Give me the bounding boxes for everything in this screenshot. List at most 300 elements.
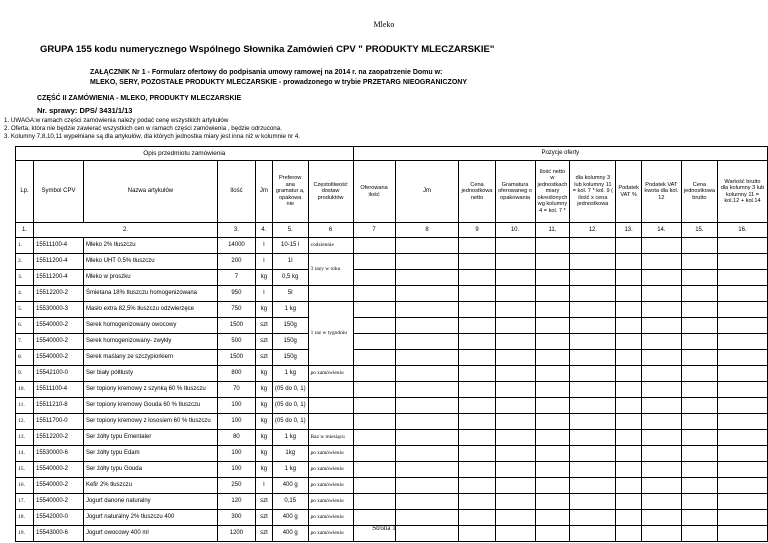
offer-cell[interactable] [395, 254, 459, 270]
offer-cell[interactable] [717, 398, 767, 414]
offer-cell[interactable] [353, 398, 395, 414]
offer-cell[interactable] [570, 286, 616, 302]
article-name: Serek homogenizowany owocowy [83, 318, 217, 334]
unit: kg [255, 462, 272, 478]
offer-cell[interactable] [535, 238, 570, 254]
offer-cell[interactable] [535, 398, 570, 414]
table-row [16, 430, 768, 446]
offer-cell[interactable] [353, 494, 395, 510]
offer-cell[interactable] [570, 238, 616, 254]
row-number: 4. [16, 286, 34, 302]
article-name: Jogurt owocowy 400 ml [83, 526, 217, 542]
row-number: 15. [16, 462, 34, 478]
offer-cell[interactable] [641, 270, 681, 286]
offer-cell[interactable] [535, 318, 570, 334]
offer-cell[interactable] [616, 382, 642, 398]
offer-cell[interactable] [353, 254, 395, 270]
offer-cell[interactable] [717, 350, 767, 366]
quantity: 80 [217, 430, 255, 446]
offer-cell[interactable] [459, 462, 495, 478]
offer-cell[interactable] [570, 302, 616, 318]
offer-cell[interactable] [616, 398, 642, 414]
offer-cell[interactable] [641, 430, 681, 446]
offer-cell[interactable] [459, 350, 495, 366]
cpv-code: 15542000-0 [33, 510, 83, 526]
offer-cell[interactable] [459, 238, 495, 254]
offer-cell[interactable] [459, 366, 495, 382]
preferred-packaging: 400 g [272, 478, 308, 494]
cpv-code: 15512200-2 [33, 430, 83, 446]
delivery-frequency: codziennie [308, 238, 353, 254]
col-number: 2. [33, 223, 217, 238]
column-number-row [16, 223, 768, 238]
preferred-packaging: 1 kg [272, 302, 308, 318]
row-number: 19. [16, 526, 34, 542]
offer-cell[interactable] [395, 302, 459, 318]
offer-cell[interactable] [681, 398, 717, 414]
offer-cell[interactable] [395, 286, 459, 302]
delivery-frequency: po zamówieniu [308, 494, 353, 510]
table-row [16, 286, 768, 302]
offer-cell[interactable] [495, 414, 535, 430]
offer-cell[interactable] [495, 350, 535, 366]
offer-cell[interactable] [395, 462, 459, 478]
offer-cell[interactable] [459, 494, 495, 510]
unit: szt [255, 334, 272, 350]
offer-cell[interactable] [353, 334, 395, 350]
note-1: 1. UWAGA:w ramach części zamówienia należy podać cenę wszystkich artykułów [4, 117, 229, 124]
article-name: Śmietana 18% tłuszczu homogenizowana [83, 286, 217, 302]
offer-cell[interactable] [459, 254, 495, 270]
offer-cell[interactable] [641, 366, 681, 382]
offer-cell[interactable] [495, 430, 535, 446]
offer-cell[interactable] [353, 286, 395, 302]
offer-cell[interactable] [616, 478, 642, 494]
unit: kg [255, 398, 272, 414]
row-number: 12. [16, 414, 34, 430]
table-row [16, 350, 768, 366]
delivery-frequency: po zamówieniu [308, 510, 353, 526]
col-number: 14. [641, 223, 681, 238]
unit: kg [255, 430, 272, 446]
offer-cell[interactable] [570, 462, 616, 478]
cpv-code: 15543000-6 [33, 526, 83, 542]
cpv-code: 15540000-2 [33, 334, 83, 350]
offer-cell[interactable] [495, 286, 535, 302]
offer-cell[interactable] [459, 382, 495, 398]
article-name: Ser żółty typu Edam [83, 446, 217, 462]
preferred-packaging: 5l [272, 286, 308, 302]
offer-cell[interactable] [495, 366, 535, 382]
header-offered-qty: Oferowana ilość [353, 161, 395, 223]
article-name: Mleko 2% tłuszczu [83, 238, 217, 254]
cpv-code: 15540000-2 [33, 318, 83, 334]
article-name: Ser żółty typu Gouda [83, 462, 217, 478]
offer-cell[interactable] [459, 398, 495, 414]
preferred-packaging: 1 kg [272, 462, 308, 478]
offer-cell[interactable] [570, 318, 616, 334]
header-offered-unit: Jm [395, 161, 459, 223]
offer-cell[interactable] [459, 270, 495, 286]
offer-cell[interactable] [717, 334, 767, 350]
col-number: 12. [570, 223, 616, 238]
unit: kg [255, 270, 272, 286]
quantity: 100 [217, 462, 255, 478]
col-number: 5. [272, 223, 308, 238]
offer-cell[interactable] [681, 478, 717, 494]
cpv-code: 15540000-2 [33, 494, 83, 510]
offer-cell[interactable] [681, 318, 717, 334]
offer-cell[interactable] [570, 494, 616, 510]
offer-cell[interactable] [717, 318, 767, 334]
cpv-code: 15511100-4 [33, 238, 83, 254]
header-net-qty: Ilość netto w jednostkach miary określonych wg kolumny 4 = kol. 7 * [535, 161, 570, 223]
quantity: 500 [217, 334, 255, 350]
quantity: 1500 [217, 350, 255, 366]
delivery-frequency: po zamówieniu [308, 366, 353, 382]
offer-cell[interactable] [495, 334, 535, 350]
offer-cell[interactable] [641, 318, 681, 334]
offer-cell[interactable] [570, 366, 616, 382]
table-row [16, 398, 768, 414]
col-number: 10. [495, 223, 535, 238]
article-name: Kefir 2% tłuszczu [83, 478, 217, 494]
offer-cell[interactable] [641, 398, 681, 414]
article-name: Ser topiony kremowy Gouda 60 % tłuszczu [83, 398, 217, 414]
preferred-packaging: 1 kg [272, 366, 308, 382]
unit: kg [255, 302, 272, 318]
offer-cell[interactable] [535, 414, 570, 430]
table-row [16, 366, 768, 382]
offer-cell[interactable] [681, 254, 717, 270]
offer-cell[interactable] [495, 446, 535, 462]
quantity: 7 [217, 270, 255, 286]
offer-cell[interactable] [717, 238, 767, 254]
offer-cell[interactable] [681, 494, 717, 510]
col-number: 11. [535, 223, 570, 238]
offer-cell[interactable] [495, 302, 535, 318]
offer-cell[interactable] [353, 238, 395, 254]
offer-cell[interactable] [535, 366, 570, 382]
header-gross-price: Cena jednostkowa brutto [681, 161, 717, 223]
header-lp: Lp. [16, 161, 34, 223]
offer-cell[interactable] [535, 494, 570, 510]
offer-cell[interactable] [681, 462, 717, 478]
article-name: Ser topiony kremowy z szynką 60 % tłuszczu [83, 382, 217, 398]
article-name: Mleko w proszku [83, 270, 217, 286]
offer-cell[interactable] [641, 414, 681, 430]
offer-cell[interactable] [395, 414, 459, 430]
offer-cell[interactable] [717, 462, 767, 478]
offer-cell[interactable] [395, 238, 459, 254]
offer-cell[interactable] [535, 462, 570, 478]
offer-cell[interactable] [353, 478, 395, 494]
offer-cell[interactable] [616, 270, 642, 286]
col-number: 9 [459, 223, 495, 238]
offer-cell[interactable] [717, 446, 767, 462]
quantity: 250 [217, 478, 255, 494]
offer-cell[interactable] [681, 334, 717, 350]
offer-cell[interactable] [459, 430, 495, 446]
offer-cell[interactable] [395, 270, 459, 286]
offer-cell[interactable] [495, 318, 535, 334]
header-col3-price: dla kolumny 3 lub kolumny 11 = kol. 7 * kol. 9 ( ilość x cena jednostkowa [570, 161, 616, 223]
offer-cell[interactable] [570, 254, 616, 270]
offer-cell[interactable] [681, 302, 717, 318]
unit: l [255, 478, 272, 494]
offer-cell[interactable] [395, 478, 459, 494]
offer-cell[interactable] [717, 382, 767, 398]
offer-cell[interactable] [353, 382, 395, 398]
group-title: GRUPA 155 kodu numerycznego Wspólnego Słownika Zamówień CPV " PRODUKTY MLECZARSKIE" [40, 44, 495, 55]
unit: szt [255, 494, 272, 510]
offer-cell[interactable] [495, 382, 535, 398]
offer-cell[interactable] [570, 270, 616, 286]
offer-cell[interactable] [535, 286, 570, 302]
cpv-code: 15511200-4 [33, 270, 83, 286]
offer-cell[interactable] [681, 414, 717, 430]
delivery-frequency [308, 414, 353, 430]
quantity: 120 [217, 494, 255, 510]
delivery-frequency: po zamówieniu [308, 526, 353, 542]
col-number: 3. [217, 223, 255, 238]
offer-cell[interactable] [717, 430, 767, 446]
article-name: Serek homogenizowany- zwykły [83, 334, 217, 350]
preferred-packaging: 400 g [272, 510, 308, 526]
offer-cell[interactable] [616, 334, 642, 350]
offer-cell[interactable] [395, 334, 459, 350]
offer-cell[interactable] [641, 286, 681, 302]
offer-cell[interactable] [353, 462, 395, 478]
offer-cell[interactable] [395, 430, 459, 446]
delivery-frequency [308, 382, 353, 398]
quantity: 800 [217, 366, 255, 382]
offer-cell[interactable] [535, 382, 570, 398]
offer-cell[interactable] [616, 238, 642, 254]
cpv-code: 15542100-0 [33, 366, 83, 382]
unit: szt [255, 526, 272, 542]
table-row [16, 302, 768, 318]
col-number: 7 [353, 223, 395, 238]
offer-cell[interactable] [495, 398, 535, 414]
offer-cell[interactable] [495, 478, 535, 494]
offer-cell[interactable] [681, 238, 717, 254]
offer-cell[interactable] [535, 478, 570, 494]
offer-cell[interactable] [395, 494, 459, 510]
offer-cell[interactable] [459, 286, 495, 302]
quantity: 70 [217, 382, 255, 398]
offer-cell[interactable] [616, 462, 642, 478]
row-number: 6. [16, 318, 34, 334]
offer-cell[interactable] [495, 238, 535, 254]
offer-cell[interactable] [681, 350, 717, 366]
offer-cell[interactable] [353, 302, 395, 318]
header-net-price: Cena jednostkowa netto [459, 161, 495, 223]
offer-cell[interactable] [535, 446, 570, 462]
row-number: 17. [16, 494, 34, 510]
quantity: 100 [217, 414, 255, 430]
unit: l [255, 254, 272, 270]
offer-cell[interactable] [395, 382, 459, 398]
unit: l [255, 286, 272, 302]
offer-cell[interactable] [681, 382, 717, 398]
delivery-frequency: po zamówieniu [308, 446, 353, 462]
quantity: 100 [217, 446, 255, 462]
unit: szt [255, 510, 272, 526]
offer-cell[interactable] [495, 462, 535, 478]
col-number: 15. [681, 223, 717, 238]
header-offered-weight: Gramatura oferowaneg o opakowania [495, 161, 535, 223]
cpv-code: 15540000-2 [33, 350, 83, 366]
row-number: 18. [16, 510, 34, 526]
offer-cell[interactable] [535, 350, 570, 366]
offer-cell[interactable] [495, 254, 535, 270]
table-row [16, 446, 768, 462]
offer-cell[interactable] [570, 446, 616, 462]
offer-cell[interactable] [616, 286, 642, 302]
col-number: 8 [395, 223, 459, 238]
offer-cell[interactable] [535, 254, 570, 270]
offer-cell[interactable] [570, 430, 616, 446]
offer-cell[interactable] [681, 270, 717, 286]
offer-cell[interactable] [495, 494, 535, 510]
offer-cell[interactable] [616, 414, 642, 430]
offer-cell[interactable] [570, 350, 616, 366]
cpv-code: 15511700-0 [33, 414, 83, 430]
offer-cell[interactable] [459, 302, 495, 318]
offer-cell[interactable] [535, 302, 570, 318]
offer-cell[interactable] [717, 270, 767, 286]
article-name: Jogurt naturalny 2% tłuszczu 400 [83, 510, 217, 526]
offer-cell[interactable] [395, 446, 459, 462]
article-name: Serek maślany ze szczypiorkiem [83, 350, 217, 366]
offer-cell[interactable] [570, 382, 616, 398]
offer-cell[interactable] [681, 446, 717, 462]
offer-cell[interactable] [459, 478, 495, 494]
offer-cell[interactable] [535, 334, 570, 350]
delivery-frequency [308, 398, 353, 414]
offer-cell[interactable] [353, 270, 395, 286]
offer-cell[interactable] [353, 430, 395, 446]
offer-cell[interactable] [616, 494, 642, 510]
preferred-packaging: 150g [272, 350, 308, 366]
offer-cell[interactable] [570, 414, 616, 430]
offer-cell[interactable] [616, 350, 642, 366]
offer-cell[interactable] [535, 430, 570, 446]
table-row [16, 270, 768, 286]
delivery-frequency: 1 raz w tygodniu [308, 302, 353, 366]
offer-cell[interactable] [717, 478, 767, 494]
preferred-packaging: (05 do 0, 1) [272, 398, 308, 414]
offer-cell[interactable] [495, 270, 535, 286]
offer-cell[interactable] [681, 430, 717, 446]
offer-cell[interactable] [395, 318, 459, 334]
offer-cell[interactable] [459, 334, 495, 350]
table-row [16, 494, 768, 510]
col-number: 1. [16, 223, 34, 238]
offer-cell[interactable] [353, 446, 395, 462]
row-number: 1. [16, 238, 34, 254]
table-row [16, 318, 768, 334]
offer-cell[interactable] [641, 446, 681, 462]
offer-cell[interactable] [459, 318, 495, 334]
preferred-packaging: 0,15 [272, 494, 308, 510]
offer-cell[interactable] [570, 334, 616, 350]
offer-cell[interactable] [616, 446, 642, 462]
delivery-frequency: po zamówieniu [308, 462, 353, 478]
cpv-code: 15540000-2 [33, 462, 83, 478]
unit: kg [255, 382, 272, 398]
offer-cell[interactable] [717, 366, 767, 382]
note-2: 2. Oferta, która nie będzie zawierać wszystkich cen w ramach części zamówienia , będzie odrzucona. [4, 125, 282, 132]
offer-cell[interactable] [616, 430, 642, 446]
offer-cell[interactable] [681, 286, 717, 302]
preferred-packaging: 150g [272, 334, 308, 350]
preferred-packaging: (05 do 0, 1) [272, 414, 308, 430]
offer-cell[interactable] [616, 302, 642, 318]
offer-cell[interactable] [641, 254, 681, 270]
header-name: Nazwa artykułów [83, 161, 217, 223]
preferred-packaging: 10-15 l [272, 238, 308, 254]
offer-cell[interactable] [395, 350, 459, 366]
quantity: 950 [217, 286, 255, 302]
offer-cell[interactable] [395, 366, 459, 382]
offer-cell[interactable] [616, 318, 642, 334]
offer-cell[interactable] [641, 238, 681, 254]
table-row [16, 382, 768, 398]
offer-cell[interactable] [353, 366, 395, 382]
offer-cell[interactable] [717, 494, 767, 510]
unit: kg [255, 366, 272, 382]
offer-cell[interactable] [641, 462, 681, 478]
offer-cell[interactable] [459, 414, 495, 430]
offer-cell[interactable] [395, 398, 459, 414]
offer-cell[interactable] [641, 302, 681, 318]
offer-cell[interactable] [641, 494, 681, 510]
offer-cell[interactable] [353, 350, 395, 366]
preferred-packaging: 1kg [272, 446, 308, 462]
quantity: 300 [217, 510, 255, 526]
offer-cell[interactable] [681, 366, 717, 382]
offer-cell[interactable] [570, 398, 616, 414]
article-name: Jogurt danone naturalny [83, 494, 217, 510]
offer-cell[interactable] [641, 382, 681, 398]
offer-cell[interactable] [641, 334, 681, 350]
offer-cell[interactable] [535, 270, 570, 286]
offer-cell[interactable] [641, 478, 681, 494]
offer-cell[interactable] [353, 414, 395, 430]
col-number: 6 [308, 223, 353, 238]
row-number: 14. [16, 446, 34, 462]
offer-cell[interactable] [717, 414, 767, 430]
row-number: 16. [16, 478, 34, 494]
offer-cell[interactable] [641, 350, 681, 366]
offer-cell[interactable] [570, 478, 616, 494]
offer-cell[interactable] [717, 254, 767, 270]
offer-cell[interactable] [459, 446, 495, 462]
row-number: 10. [16, 382, 34, 398]
offer-cell[interactable] [353, 318, 395, 334]
offer-cell[interactable] [616, 366, 642, 382]
page-header: Mleko [373, 20, 395, 29]
offer-cell[interactable] [717, 286, 767, 302]
cpv-code: 15511200-4 [33, 254, 83, 270]
offer-cell[interactable] [616, 254, 642, 270]
article-name: Mleko UHT 0.5% tłuszczu [83, 254, 217, 270]
preferred-packaging: 400 g [272, 526, 308, 542]
header-preferred: Preferow ana gramatur a, opakowa nie [272, 161, 308, 223]
offer-cell[interactable] [717, 302, 767, 318]
